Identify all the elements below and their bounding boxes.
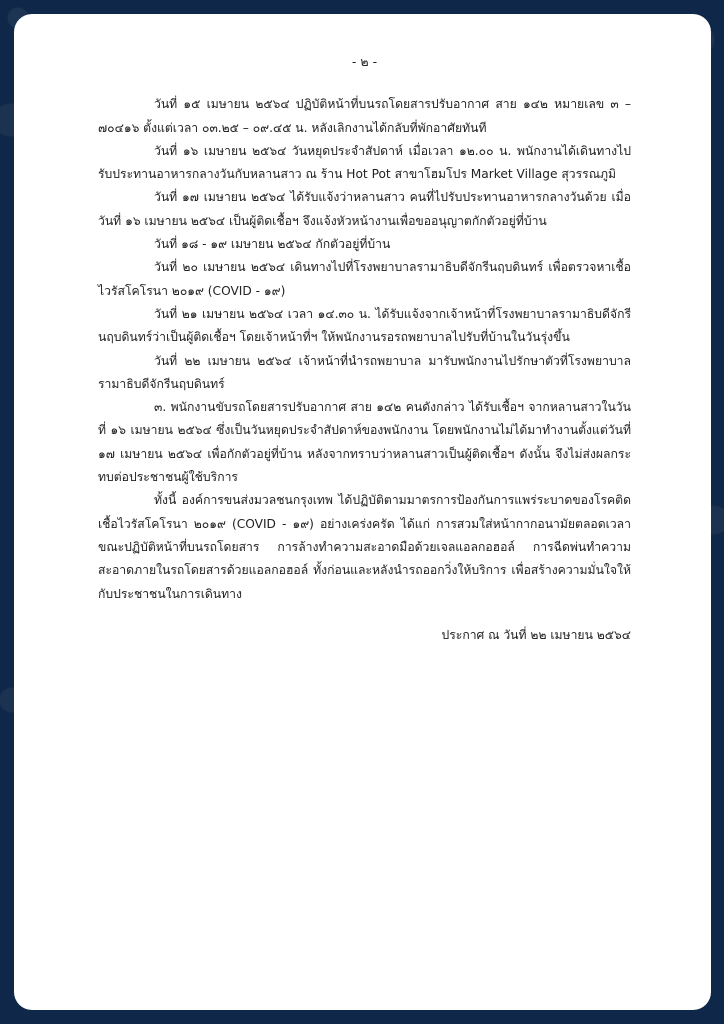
- paragraph-apr-15: วันที่ ๑๕ เมษายน ๒๕๖๔ ปฏิบัติหน้าที่บนรถโดยสารปรับอากาศ สาย ๑๔๒ หมายเลข ๓ – ๗๐๔๑๖ ตั้งแต่เวลา ๐๓.๒๕ – ๐๙.๔๕ น. หลังเลิกงานได้กลับที่พักอาศัยทันที: [98, 97, 631, 135]
- document-page: [14, 14, 711, 1010]
- paragraph-item-3: ๓. พนักงานขับรถโดยสารปรับอากาศ สาย ๑๔๒ คนดังกล่าว ได้รับเชื้อฯ จากหลานสาวในวันที่ ๑๖ เมษายน ๒๕๖๔ ซึ่งเป็นวันหยุดประจำสัปดาห์ของพนักงาน โดยพนักงานไม่ได้มาทำงานตั้งแต่วันที่ ๑๗ เมษายน ๒๕๖๔ เพื่อกักตัวอยู่ที่บ้าน หลังจากทราบว่าหลานสาวเป็นผู้ติดเชื้อฯ ดังนั้น จึงไม่ส่งผลกระทบต่อประชาชนผู้ใช้บริการ: [98, 400, 631, 485]
- paragraph-measures: ทั้งนี้ องค์การขนส่งมวลชนกรุงเทพ ได้ปฏิบัติตามมาตรการป้องกันการแพร่ระบาดของโรคติดเชื้อไวรัสโคโรนา ๒๐๑๙ (COVID - ๑๙) อย่างเคร่งครัด ได้แก่ การสวมใส่หน้ากากอนามัยตลอดเวลาขณะปฏิบัติหน้าที่บนรถโดยสาร การล้างทำความสะอาดมือด้วยเจลแอลกอฮอล์ การฉีดพ่นทำความสะอาดภายในรถโดยสารด้วยแอลกอฮอล์ ทั้งก่อนและหลังนำรถออกวิ่งให้บริการ เพื่อสร้างความมั่นใจให้กับประชาชนในการเดินทาง: [98, 493, 631, 601]
- paragraph-apr-20: วันที่ ๒๐ เมษายน ๒๕๖๔ เดินทางไปที่โรงพยาบาลรามาธิบดีจักรีนฤบดินทร์ เพื่อตรวจหาเชื้อไวรัสโคโรนา ๒๐๑๙ (COVID - ๑๙): [98, 260, 631, 298]
- page-number: - ๒ -: [351, 54, 378, 69]
- announcement-date: ประกาศ ณ วันที่ ๒๒ เมษายน ๒๕๖๔: [441, 627, 631, 642]
- paragraph-apr-18-19: วันที่ ๑๘ - ๑๙ เมษายน ๒๕๖๔ กักตัวอยู่ที่บ้าน: [154, 237, 391, 252]
- paragraph-apr-16: วันที่ ๑๖ เมษายน ๒๕๖๔ วันหยุดประจำสัปดาห์ เมื่อเวลา ๑๒.๐๐ น. พนักงานได้เดินทางไปรับประทานอาหารกลางวันกับหลานสาว ณ ร้าน Hot Pot สาขาโฮมโปร Market Village สุวรรณภูมิ: [98, 143, 631, 182]
- paragraph-apr-17: วันที่ ๑๗ เมษายน ๒๕๖๔ ได้รับแจ้งว่าหลานสาว คนที่ไปรับประทานอาหารกลางวันด้วย เมื่อวันที่ ๑๖ เมษายน ๒๕๖๔ เป็นผู้ติดเชื้อฯ จึงแจ้งหัวหน้างานเพื่อขออนุญาตกักตัวอยู่ที่บ้าน: [98, 190, 631, 228]
- paragraph-apr-21: วันที่ ๒๑ เมษายน ๒๕๖๔ เวลา ๑๔.๓๐ น. ได้รับแจ้งจากเจ้าหน้าที่โรงพยาบาลรามาธิบดีจักรีนฤบดินทร์ว่าเป็นผู้ติดเชื้อฯ โดยเจ้าหน้าที่ฯ ให้พนักงานรอรถพยาบาลไปรับที่บ้านในวันรุ่งขึ้น: [98, 306, 631, 345]
- paragraph-apr-22: วันที่ ๒๒ เมษายน ๒๕๖๔ เจ้าหน้าที่นำรถพยาบาล มารับพนักงานไปรักษาตัวที่โรงพยาบาลรามาธิบดีจักรีนฤบดินทร์: [98, 353, 631, 391]
